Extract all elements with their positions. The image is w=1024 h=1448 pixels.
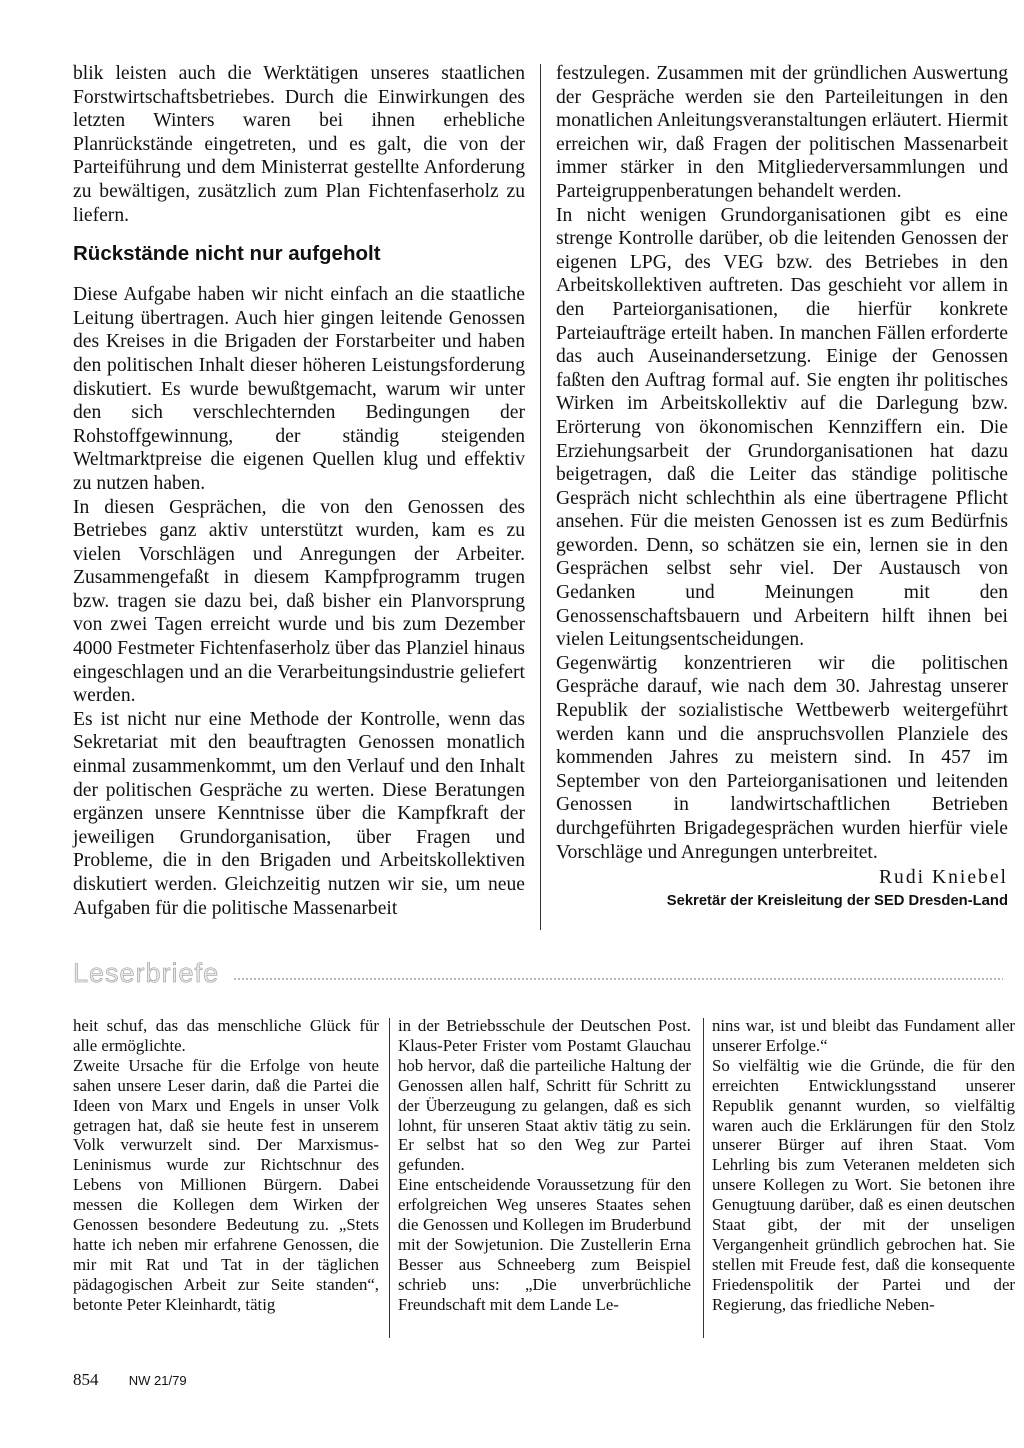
- page-footer: [73, 1370, 187, 1390]
- letters-paragraph: heit schuf, das das menschliche Glück für alle ermöglichte.: [73, 1016, 379, 1055]
- letters-column-2: [398, 1016, 691, 1315]
- article-paragraph: festzulegen. Zusammen mit der gründlichen Auswertung der Gespräche werden sie den Parteileitungen in den monatlichen Anleitungsveranstaltungen erläutert. Hiermit erreichen wir, daß Fragen der politischen Massenarbeit immer stärker in den Mitgliederversammlungen und Parteigruppenberatungen behandelt werden.: [556, 63, 1008, 202]
- dotted-rule: [233, 977, 1003, 981]
- column-divider: [540, 64, 541, 930]
- article-paragraph: In nicht wenigen Grundorganisationen gibt es eine strenge Kontrolle darüber, ob die leitenden Genossen der eigenen LPG, des VEG bzw. des Betriebes in den Arbeitskollektiven auftreten. Das geschieht vor allem in den Parteiorganisationen, die hierfür konkrete Parteiaufträge erteilt haben. In manchen Fällen erforderte das auch Auseinandersetzung. Einige der Genossen faßten den Auftrag formal auf. Sie engten ihr politisches Wirken im Arbeitskollektiv auf die Darlegung bzw. Erörterung von ökonomischen Kennziffern ein. Die Erziehungsarbeit der Grundorganisationen hat dazu beigetragen, daß die Leiter das ständige politische Gespräch nicht schlechthin als eine übertragene Pflicht ansehen. Für die meisten Genossen ist es zum Bedürfnis geworden. Denn, so schätzen sie ein, lernen sie in den Gesprächen selbst sehr viel. Der Austausch von Gedanken und Meinungen mit den Genossenschaftsbauern und Arbeitern hilft ihnen bei vielen Leitungsentscheidungen.: [556, 204, 1008, 651]
- letters-paragraph: So vielfältig wie die Gründe, die für den erreichten Entwicklungsstand unserer Republik genannt wurden, so vielfältig waren auch die Erklärungen für den Stolz unserer Bürger auf ihren Staat. Vom Lehrling bis zum Veteranen meldeten sich unsere Kollegen zu Wort. Sie betonen ihre Genugtuung darüber, daß es einen deutschen Staat gibt, der mit der unseligen Vergangenheit gründlich gebrochen hat. Sie stellen mit Freude fest, daß die konsequente Friedenspolitik der Partei und der Regierung, das friedliche Neben-: [712, 1055, 1015, 1314]
- issue-label: NW 21/79: [128, 1373, 187, 1388]
- letters-paragraph: Zweite Ursache für die Erfolge von heute sahen unsere Leser darin, daß die Partei die Ideen von Marx und Engels in unser Volk getragen hat, daß sie heute fest in unserem Volk verwurzelt sind. Der Marxismus-Leninismus wurde zur Richtschnur des Lebens von Millionen Bürgern. Dabei messen die Kollegen dem Wirken der Genossen besondere Bedeutung zu. „Stets hatte ich neben mir erfahrene Genossen, die mir mit Rat und Tat in der täglichen pädagogischen Arbeit zur Seite standen“, betonte Peter Kleinhardt, tätig: [73, 1055, 379, 1314]
- leserbriefe-header: [73, 958, 1003, 992]
- letters-paragraph: nins war, ist und bleibt das Fundament aller unserer Erfolge.“: [712, 1016, 1015, 1055]
- article-column-left: [73, 62, 525, 920]
- author-name: Rudi Kniebel: [878, 867, 1008, 889]
- column-divider: [703, 1018, 704, 1338]
- article-paragraph: Diese Aufgabe haben wir nicht einfach an die staatliche Leitung übertragen. Auch hier gingen leitende Genossen des Kreises in die Brigaden der Forstarbeiter und haben den politischen Inhalt dieser höheren Leistungsforderung diskutiert. Es wurde bewußtgemacht, warum wir unter den sich verschlechternden Bedingungen der Rohstoffgewinnung, der ständig steigenden Weltmarktpreise die eigenen Quellen klug und effektiv zu nutzen haben.: [73, 284, 525, 494]
- article-paragraph: In diesen Gesprächen, die von den Genossen des Betriebes ganz aktiv unterstützt wurden, kam es zu vielen Vorschlägen und Anregungen der Arbeiter. Zusammengefaßt in diesem Kampfprogramm trugen bzw. tragen sie dazu bei, daß bisher ein Planvorsprung von zwei Tagen erreicht wurde und bis zum Dezember 4000 Festmeter Fichtenfaserholz über das Planziel hinaus eingeschlagen und an die Verarbeitungsindustrie geliefert werden.: [73, 496, 525, 707]
- column-divider: [389, 1018, 390, 1338]
- letters-paragraph: Eine entscheidende Voraussetzung für den erfolgreichen Weg unseres Staates sehen die Genossen und Kollegen im Bruderbund mit der Sowjetunion. Die Zustellerin Erna Besser aus Schneeberg zum Beispiel schrieb uns: „Die unverbrüchliche Freundschaft mit dem Lande Le-: [398, 1175, 691, 1314]
- article-column-right: [556, 62, 1008, 912]
- letters-paragraph: in der Betriebsschule der Deutschen Post. Klaus-Peter Frister vom Postamt Glauchau hob hervor, daß die parteiliche Haltung der Genossen allen half, Schritt für Schritt zu der Überzeugung zu gelangen, daß es sich lohnt, für unseren Staat aktiv tätig zu sein. Er selbst hat so den Weg zur Partei gefunden.: [398, 1016, 691, 1175]
- letters-column-1: [73, 1016, 379, 1315]
- section-heading: Rückstände nicht nur aufgeholt: [73, 242, 381, 266]
- article-paragraph: Gegenwärtig konzentrieren wir die politischen Gespräche darauf, wie nach dem 30. Jahrestag unserer Republik der sozialistische Wettbewerb weitergeführt werden kann und die anspruchsvollen Planziele des kommenden Jahres zu meistern sind. In 457 im September von den Parteiorganisationen und leitenden Genossen in landwirtschaftlichen Betrieben durchgeführten Brigadegesprächen wurden hierfür viele Vorschläge und Anregungen unterbreitet.: [556, 652, 1008, 863]
- author-title: Sekretär der Kreisleitung der SED Dresden-Land: [666, 892, 1008, 909]
- letters-column-3: [712, 1016, 1015, 1315]
- article-paragraph: Es ist nicht nur eine Methode der Kontrolle, wenn das Sekretariat mit den beauftragten Genossen monatlich einmal zusammenkommt, um den Verlauf und den Inhalt der politischen Gespräche zu werten. Diese Beratungen ergänzen unsere Kenntnisse über die Kampfkraft der jeweiligen Grundorganisation, über Fragen und Probleme, die in den Brigaden und Arbeitskollektiven diskutiert werden. Gleichzeitig nutzen wir sie, um neue Aufgaben für die politische Massenarbeit: [73, 708, 525, 919]
- article-intro-paragraph: blik leisten auch die Werktätigen unseres staatlichen Forstwirtschaftsbetriebes. Durch die Einwirkungen des letzten Winters waren bei ihnen erhebliche Planrückstände eingetreten, und es galt, die von der Parteiführung und dem Ministerrat gestellte Anforderung zu bewältigen, zusätzlich zum Plan Fichtenfaserholz zu liefern.: [73, 63, 525, 226]
- section-title: Leserbriefe: [73, 958, 220, 988]
- page-number: 854: [73, 1370, 99, 1389]
